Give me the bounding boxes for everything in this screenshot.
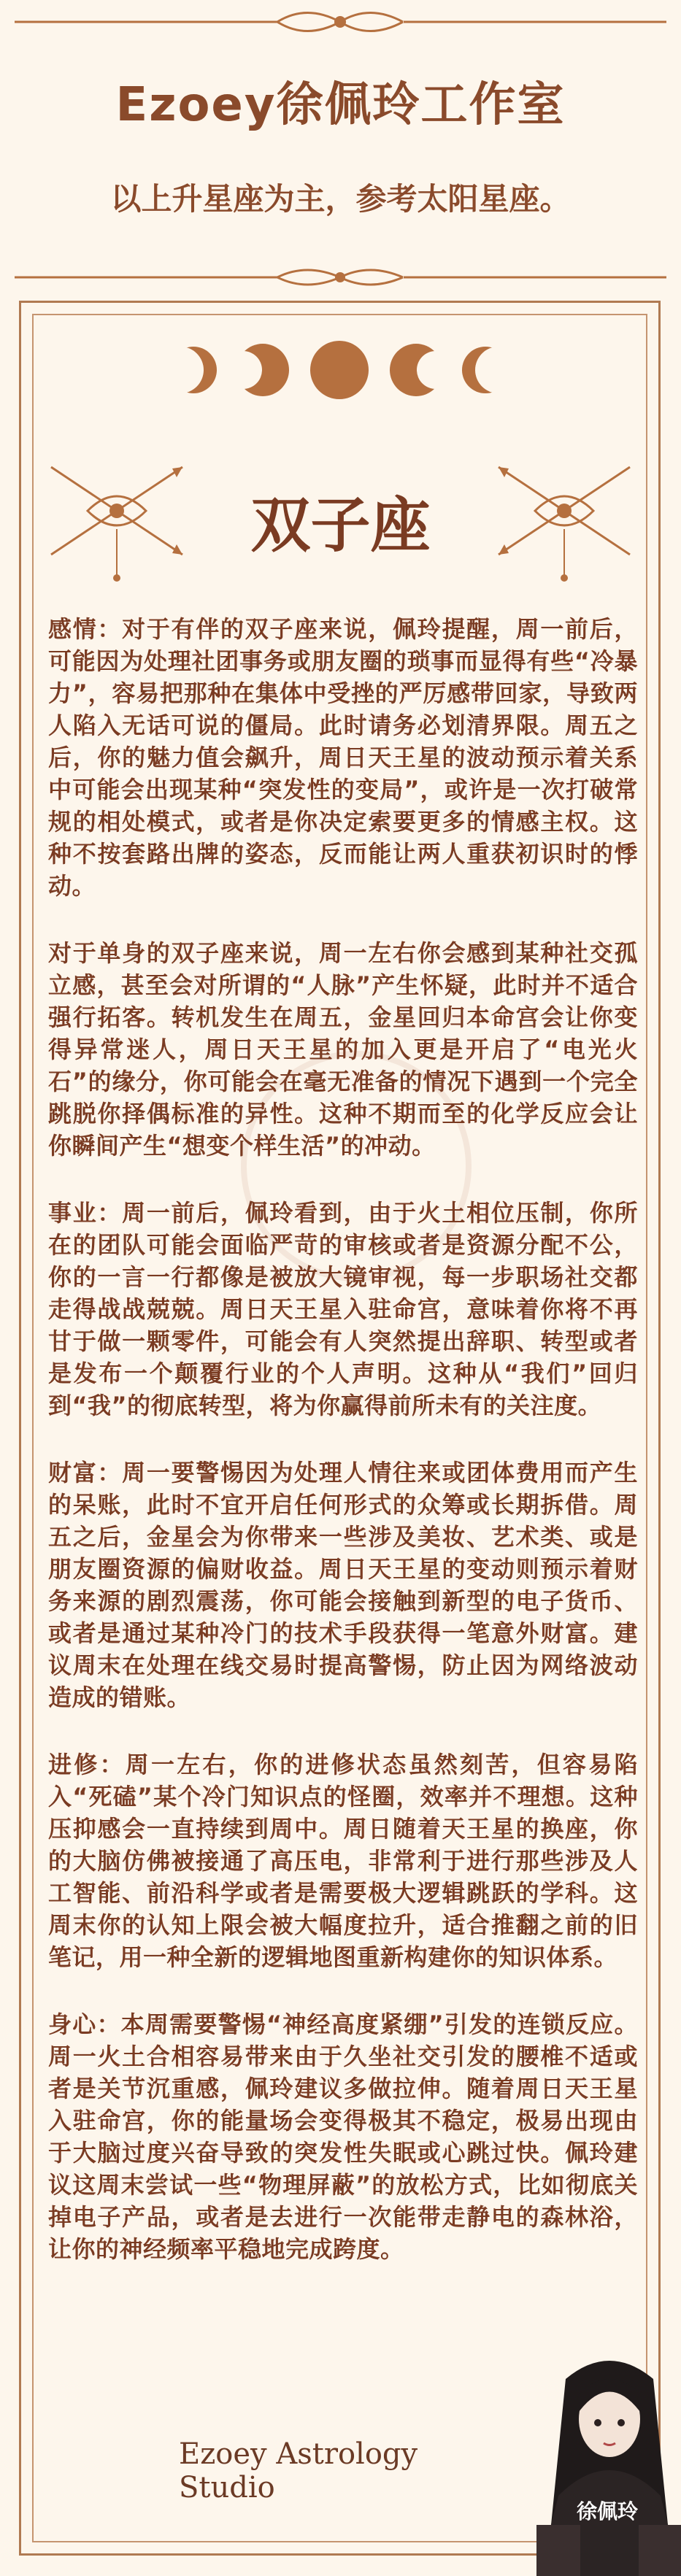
study-paragraph: 进修：周一左右，你的进修状态虽然刻苦，但容易陷入“死磕”某个冷门知识点的怪圈，效率并不理想。这种压抑感会一直持续到周中。周日随着天王星的换座，你的大脑仿佛被接通了高压电，非常利于进行那些涉及人工智能、前沿科学或者是需要极大逻辑跳跃的学科。这周末你的认知上限会被大幅度拉升，适合推翻之前的旧笔记，用一种全新的逻辑地图重新构建你的知识体系。 [48, 1751, 638, 1971]
floral-divider-icon [0, 0, 681, 44]
avatar-name-tag: 徐佩玲 [577, 2499, 639, 2523]
studio-title: Ezoey徐佩玲工作室 [115, 78, 566, 132]
career-paragraph: 事业：周一前后，佩玲看到，由于火土相位压制，你所在的团队可能会面临严苛的审核或者是资源分配不公，你的一言一行都像是被放大镜审视，每一步职场社交都走得战战兢兢。周日天王星入驻命宫，意味着你将不再甘于做一颗零件，可能会有人突然提出辞职、转型或者是发布一个颠覆行业的个人声明。这种从“我们”回归到“我”的彻底转型，将为你赢得前所未有的关注度。 [48, 1199, 638, 1419]
wealth-paragraph: 财富：周一要警惕因为处理人情往来或团体费用而产生的呆账，此时不宜开启任何形式的众筹或长期拆借。周五之后，金星会为你带来一些涉及美妆、艺术类、或是朋友圈资源的偏财收益。周日天王星的变动则预示着财务来源的剧烈震荡，你可能会接触到新型的电子货币、或者是通过某种冷门的技术手段获得一笔意外财富。建议周末在处理在线交易时提高警惕，防止因为网络波动造成的错账。 [48, 1459, 638, 1711]
zodiac-sign-title: 双子座 [250, 490, 431, 560]
love-single-paragraph: 对于单身的双子座来说，周一左右你会感到某种社交孤立感，甚至会对所谓的“人脉”产生怀疑，此时并不适合强行拓客。转机发生在周五，金星回归本命宫会让你变得异常迷人，周日天王星的加入更是开启了“电光火石”的缘分，你可能会在毫无准备的情况下遇到一个完全跳脱你择偶标准的异性。这种不期而至的化学反应会让你瞬间产生“想变个样生活”的冲动。 [48, 939, 638, 1160]
avatar-portrait [536, 2350, 681, 2576]
floral-divider-icon [0, 259, 681, 296]
subtitle: 以上升星座为主，参考太阳星座。 [110, 181, 571, 217]
love-couple-paragraph: 感情：对于有伴的双子座来说，佩玲提醒，周一前后，可能因为处理社团事务或朋友圈的琐事而显得有些“冷暴力”，容易把那种在集体中受挫的严厉感带回家，导致两人陷入无话可说的僵局。此时请务必划清界限。周五之后，你的魅力值会飙升，周日天王星的波动预示着关系中可能会出现某种“突发性的变局”，或许是一次打破常规的相处模式，或者是你决定索要更多的情感主权。这种不按套路出牌的姿态，反而能让两人重获初识时的悸动。 [48, 615, 638, 900]
studio-signature: Ezoey Astrology Studio [179, 2437, 418, 2504]
moon-phases-icon [164, 337, 515, 403]
health-paragraph: 身心：本周需要警惕“神经高度紧绷”引发的连锁反应。周一火土合相容易带来由于久坐社交引发的腰椎不适或者是关节沉重感，佩玲建议多做拉伸。随着周日天王星入驻命宫，你的能量场会变得极其不稳定，极易出现由于大脑过度兴奋导致的突发性失眠或心跳过快。佩玲建议这周末尝试一些“物理屏蔽”的放松方式，比如彻底关掉电子产品，或者是去进行一次能带走静电的森林浴，让你的神经频率平稳地完成跨度。 [48, 2010, 638, 2263]
horoscope-content [48, 613, 638, 2300]
